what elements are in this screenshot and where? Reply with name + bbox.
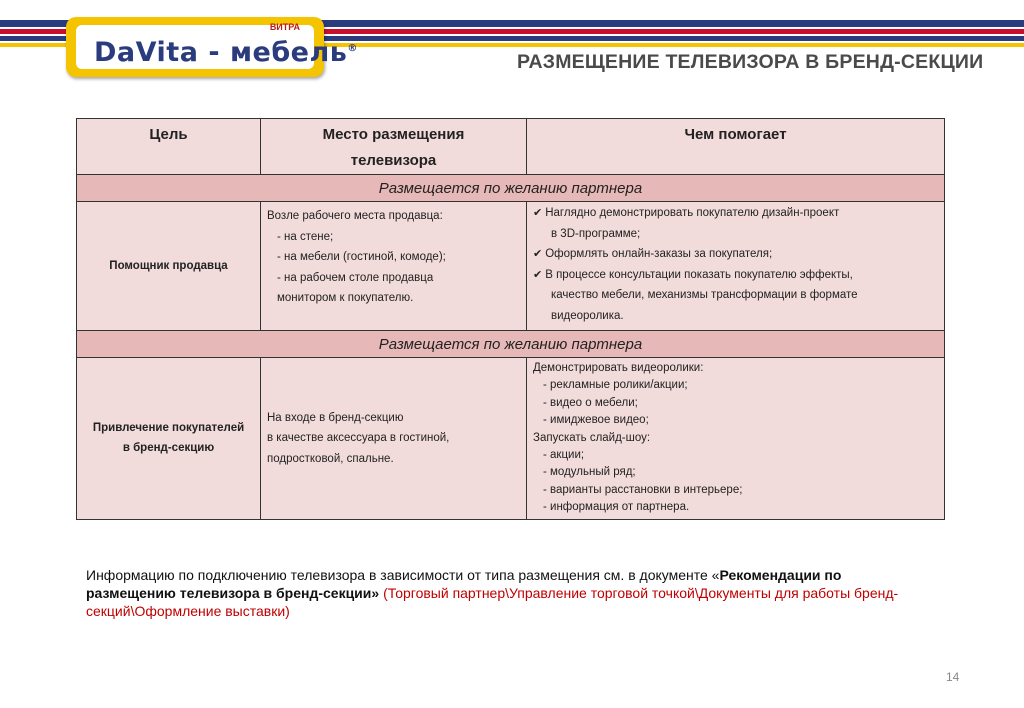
band-text: Размещается по желанию партнера: [77, 331, 945, 358]
row1-goal: Помощник продавца: [77, 202, 261, 331]
band-row-1: [77, 175, 945, 202]
info-doc-title: Рекомендации по размещению телевизора в бренд-секции»: [86, 567, 842, 601]
band-text: Размещается по желанию партнера: [77, 175, 945, 202]
header-help: Чем помогает: [527, 119, 945, 175]
check-icon: ✔: [533, 268, 543, 281]
placement-table: [76, 118, 945, 520]
info-note: [86, 566, 926, 620]
logo-registered-mark: ®: [347, 43, 358, 54]
brand-logo: [66, 17, 358, 77]
page-number: 14: [946, 670, 960, 684]
header-place: Место размещения телевизора: [261, 119, 527, 175]
logo-text: [94, 37, 358, 68]
check-icon: ✔: [533, 248, 543, 260]
logo-sup-text: ВИТРА: [269, 22, 300, 32]
info-plain: Информацию по подключению телевизора в зависимости от типа размещения см. в документе «: [86, 567, 720, 583]
info-doc-path: (Торговый партнер\Управление торговой точкой\Документы для работы бренд-секций\Оформление выставки): [86, 585, 899, 619]
row2-goal: Привлечение покупателей в бренд-секцию: [77, 358, 261, 520]
table-header-row: [77, 119, 945, 175]
header-goal: Цель: [77, 119, 261, 175]
logo-brand: DaVita - мебель: [94, 37, 348, 68]
row1-help: ✔ Наглядно демонстрировать покупателю дизайн-проект в 3D-программе; ✔ Оформлять онлайн-заказы за покупателя; ✔ В процессе консультации показать покупателю эффекты, качество мебели, механизмы трансформации в формате видеоролика.: [527, 202, 945, 331]
table-row: [77, 202, 945, 331]
row2-place: На входе в бренд-секцию в качестве аксессуара в гостиной, подростковой, спальне.: [261, 358, 527, 520]
row2-help: Демонстрировать видеоролики: - рекламные ролики/акции; - видео о мебели; - имиджевое видео; Запускать слайд-шоу: - акции; - модульный ряд; - варианты расстановки в интерьере; - информация от партнера.: [527, 358, 945, 520]
band-row-2: [77, 331, 945, 358]
page-title: РАЗМЕЩЕНИЕ ТЕЛЕВИЗОРА В БРЕНД-СЕКЦИИ: [517, 51, 984, 73]
check-icon: ✔: [533, 207, 543, 219]
table-row: [77, 358, 945, 520]
row1-place: Возле рабочего места продавца: - на стене; - на мебели (гостиной, комоде); - на рабочем столе продавца монитором к покупателю.: [261, 202, 527, 331]
